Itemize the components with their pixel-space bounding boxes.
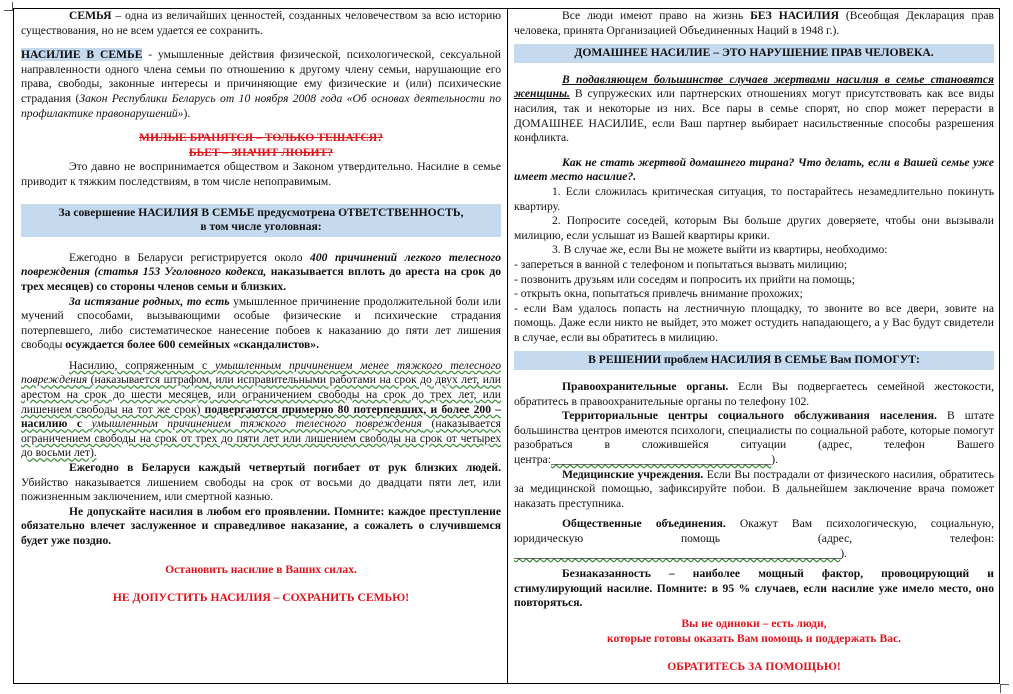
warning-paragraph: Не допускайте насилия в любом его проявлении. Помните: каждое преступление обязательно влечет заслуженное и справедливое наказание, а сожалеть о случившемся будет уже поздно. [21,504,501,547]
family-paragraph: СЕМЬЯ – одна из величайших ценностей, созданных человечеством за всю историю существования, но не всем удается ее сохранить. [21,9,501,37]
step-2: 2. Попросите соседей, которым Вы больше других доверяете, чтобы они вызывали милицию, если услышат из Вашей квартиры крики. [514,214,994,242]
myth-line-1: МИЛЫЕ БРАНЯТСЯ – ТОЛЬКО ТЕШАТСЯ? [139,131,383,145]
left-column [21,9,501,606]
column-divider [507,8,508,684]
right-column [514,9,994,675]
call-seek-help: ОБРАТИТЕСЬ ЗА ПОМОЩЬЮ! [667,660,841,674]
help-medical: Медицинские учреждения. Если Вы пострадали от физического насилия, обратитесь за медицинской помощью, зафиксируйте побои. В дальнейшем заключение врача поможет наказать преступника. [514,467,994,510]
call-stop-violence: Остановить насилие в Ваших силах. [165,562,357,576]
definition-paragraph: НАСИЛИЕ В СЕМЬЕ - умышленные действия физической, психологической, сексуальной направленности одного члена семьи по отношению к другому члену семьи, нарушающие его права, свободы, законные интересы и причиняющие ему физические и (или) психические страдания (Закон Республики Беларусь от 10 ноября 2008 года «Об основах деятельности по профилактике правонарушений»). [21,48,501,120]
call-save-family: НЕ ДОПУСТИТЬ НАСИЛИЯ – СОХРАНИТЬ СЕМЬЮ! [112,591,410,605]
step-1: 1. Если сложилась критическая ситуация, то постарайтесь незамедлительно покинуть квартиру. [514,184,994,213]
step-3-item-1: - запереться в ванной с телефоном и попытаться вызвать милицию; [514,257,848,271]
call-not-alone: Вы не одиноки – есть люди, [681,616,827,630]
torture-paragraph: За истязание родных, то есть умышленное причинение продолжительной боли или мучений способами, вызывающими особые физические и психические страдания потерпевшего, либо систематическое нанесение побоев к наказанию до пяти лет лишения свободы осуждается более 600 семейных «скандалистов». [21,294,501,352]
responsibility-box: За совершение НАСИЛИЯ В СЕМЬЕ предусмотрена ОТВЕТСТВЕННОСТЬ, в том числе уголовная: [21,204,501,237]
consequences-paragraph: Это давно не воспринимается обществом и Законом утвердительно. Насилие в семье приводит к тяжким последствиям, в том числе непоправимым. [21,160,501,188]
center-contact-blank: ______________________________________ [550,453,772,467]
step-3-item-2: - позвонить друзьям или соседям и попросить их прийти на помощь; [514,272,855,286]
human-rights-box: ДОМАШНЕЕ НАСИЛИЕ – ЭТО НАРУШЕНИЕ ПРАВ ЧЕЛОВЕКА. [514,44,994,63]
help-box: В РЕШЕНИИ проблем НАСИЛИЯ В СЕМЬЕ Вам ПОМОГУТ: [514,351,994,370]
step-3: 3. В случае же, если Вы не можете выйти из квартиры, необходимо: [552,243,888,257]
women-victims-paragraph: В подавляющем большинстве случаев жертвами насилия в семье становятся женщины. В супружеских или партнерских отношениях могут присутствовать как все виды насилия, так и некоторые из них. Все пары в семье спорят, но спор может перерасти в ДОМАШНЕЕ НАСИЛИЕ, если Ваш партнер выбирает насильственные способы разрешения конфликта. [514,72,994,145]
step-3-item-4: - если Вам удалось попасть на лестничную площадку, то звоните во все двери, зовите на помощь. Даже если никто не выйдет, это может остудить нападающего, а у Вас будут свидетели в случае, если вы обратитесь в милицию. [514,301,994,344]
myth-line-2: БЬЕТ – ЗНАЧИТ ЛЮБИТ? [188,145,334,159]
organization-contact-blank: ____________________________________________________________________ [514,546,841,560]
murder-paragraph: Ежегодно в Беларуси каждый четвертый погибает от рук близких людей. Убийство наказывается лишением свободы на срок от восьми до двадцати пяти лет, или пожизненным заключением, или смертной казнью. [21,461,501,504]
impunity-paragraph: Безнаказанность – наиболее мощный фактор, провоцирующий и стимулирующий насилие. Помните: в 95 % случаев, если насилие уже имело место, оно повторяться. [514,567,994,610]
light-injury-paragraph: Ежегодно в Беларуси регистрируется около 400 причинений легкого телесного повреждения (статья 153 Уголовного кодекса, наказывается вплоть до ареста на срок до трех месяцев) со стороны членов семьи и близких. [21,250,501,293]
call-people-ready: которые готовы оказать Вам помощь и поддержать Вас. [606,631,902,645]
help-police: Правоохранительные органы. Если Вы подвергаетесь семейной жестокости, обратитесь в правоохранительные органы по телефону 102. [514,380,994,408]
moderate-injury-paragraph: Насилию, сопряженным с умышленным причинением менее тяжкого телесного повреждения (наказывается штрафом, или исправительными работами на срок до двух лет, или арестом на срок до шести месяцев, или ограничением свободы на срок до трех лет, или лишением свободы на тот же срок) подвергаются примерно 80 потерпевших, и более 200 – насилию с умышленным причинением тяжкого телесного повреждения (наказывается ограничением свободы на срок от трех до пяти лет или лишением свободы на срок от четырех до восьми лет). [21,358,502,460]
rights-paragraph: Все люди имеют право на жизнь БЕЗ НАСИЛИЯ (Всеобщая Декларация прав человека, принята Организацией Объединенных Наций в 1948 г.). [514,9,995,37]
page-corner-mark [4,2,13,11]
page-corner-mark-bottom [1000,684,1009,693]
help-public-organizations: Общественные объединения. Окажут Вам психологическую, социальную, юридическую помощь (адрес, телефон: ____________________________________________________________________). [514,517,994,560]
step-3-item-3: - открыть окна, попытаться привлечь внимание прохожих; [514,287,803,301]
question-heading: Как не стать жертвой домашнего тирана? Что делать, если в Вашей семье уже имеет место насилие?. [514,155,994,184]
help-social-centers: Территориальные центры социального обслуживания населения. В штате большинства центров имеются психологи, специалисты по социальной работе, которые помогут разобраться в сложившейся ситуации (адрес, телефон Вашего центра:______________________________________). [514,409,994,467]
